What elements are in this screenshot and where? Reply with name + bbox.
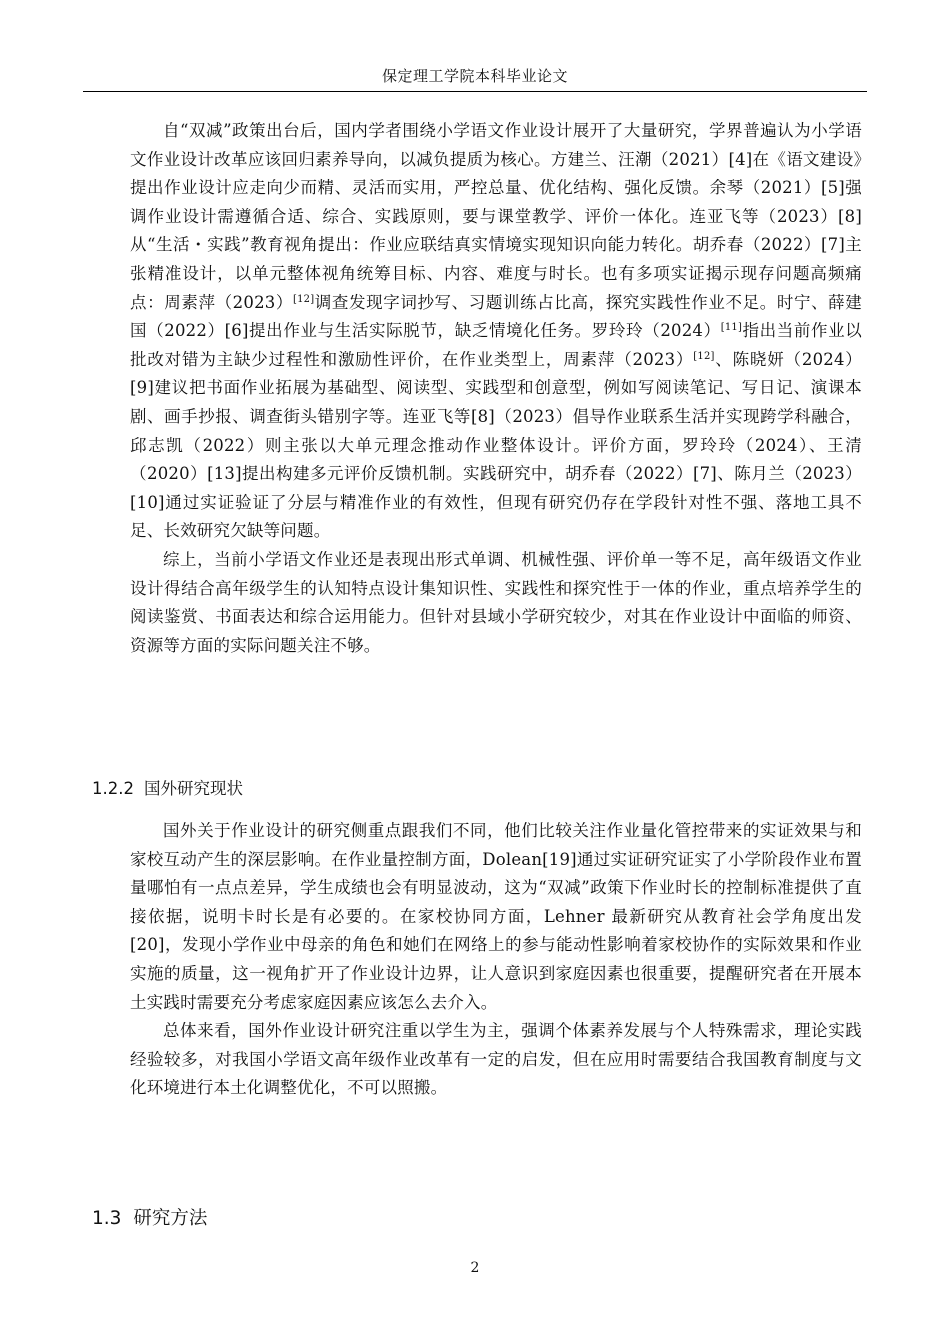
page-number: 2 (470, 1260, 480, 1276)
paragraph-text: 调查发现字词抄写、习题训练占比高，探究实践性作业不足。时宁、薛建国（2022）[6]提出作业与生活实际脱节，缺乏情境化任务。罗玲玲（2024） (130, 292, 862, 341)
section-title: 研究方法 (133, 1208, 208, 1229)
paragraph-foreign-research: 国外关于作业设计的研究侧重点跟我们不同，他们比较关注作业量化管控带来的实证效果与和家校互动产生的深层影响。在作业量控制方面，Dolean[19]通过实证研究证实了小学阶段作业布置量哪怕有一点点差异，学生成绩也会有明显波动，这为“双减”政策下作业时长的控制标准提供了直接依据，说明卡时长是有必要的。在家校协同方面，Lehner 最新研究从教育社会学角度出发[20]，发现小学作业中母亲的角色和她们在网络上的参与能动性影响着家校协作的实际效果和作业实施的质量，这一视角扩开了作业设计边界，让人意识到家庭因素也很重要，提醒研究者在开展本土实践时需要充分考虑家庭因素应该怎么去介入。 (130, 821, 863, 1012)
paragraph-text: 自“双减”政策出台后，国内学者围绕小学语文作业设计展开了大量研究，学界普遍认为小学语文作业设计改革应该回归素养导向，以减负提质为核心。方建兰、汪潮（2021）[4]在《语文建设》提出作业设计应走向少而精、灵活而实用，严控总量、优化结构、强化反馈。余琴（2021）[5]强调作业设计需遵循合适、综合、实践原则，要与课堂教学、评价一体化。连亚飞等（2023）[8]从“生活・实践”教育视角提出：作业应联结真实情境实现知识向能力转化。胡乔春（2022）[7]主张精准设计，以单元整体视角统筹目标、内容、难度与时长。也有多项实证揭示现存问题高频痛点：周素萍（2023） (130, 121, 862, 312)
section-number: 1.3 (92, 1208, 122, 1229)
citation-superscript: [11] (720, 322, 743, 334)
paragraph-domestic-research (130, 117, 862, 546)
paragraph-summary-foreign: 总体来看，国外作业设计研究注重以学生为主，强调个体素养发展与个人特殊需求，理论实践经验较多，对我国小学语文高年级作业改革有一定的启发，但在应用时需要结合我国教育制度与文化环境进行本土化调整优化，不可以照搬。 (130, 1021, 862, 1098)
section-heading-1-2-2 (92, 778, 253, 800)
section-title: 国外研究现状 (143, 779, 243, 798)
citation-superscript: [12] (293, 293, 315, 305)
header-rule (83, 91, 867, 92)
section-number: 1.2.2 (92, 779, 134, 798)
paragraph-summary-domestic: 综上，当前小学语文作业还是表现出形式单调、机械性强、评价单一等不足，高年级语文作业设计得结合高年级学生的认知特点设计集知识性、实践性和探究性于一体的作业，重点培养学生的阅读鉴赏、书面表达和综合运用能力。但针对县域小学研究较少，对其在作业设计中面临的师资、资源等方面的实际问题关注不够。 (130, 549, 862, 655)
running-header: 保定理工学院本科毕业论文 (381, 67, 568, 85)
section-heading-1-3 (92, 1207, 219, 1231)
paragraph-text: 、陈晓妍（2024）[9]建议把书面作业拓展为基础型、阅读型、实践型和创意型，例如写阅读笔记、写日记、演课本剧、画手抄报、调查街头错别字等。连亚飞等[8]（2023）倡导作业联系生活并实现跨学科融合，邱志凯（2022）则主张以大单元理念推动作业整体设计。评价方面，罗玲玲（2024）、王清（2020）[13]提出构建多元评价反馈机制。实践研究中，胡乔春（2022）[7]、陈月兰（2023）[10]通过实证验证了分层与精准作业的有效性，但现有研究仍存在学段针对性不强、落地工具不足、长效研究欠缺等问题。 (130, 349, 862, 541)
text-body-bottom (130, 817, 862, 1103)
citation-superscript: [12] (693, 350, 715, 362)
text-body-top (130, 117, 862, 660)
paragraph-text: 指出当前作业以批改对错为主缺少过程性和激励性评价，在作业类型上，周素萍（2023） (130, 321, 863, 369)
